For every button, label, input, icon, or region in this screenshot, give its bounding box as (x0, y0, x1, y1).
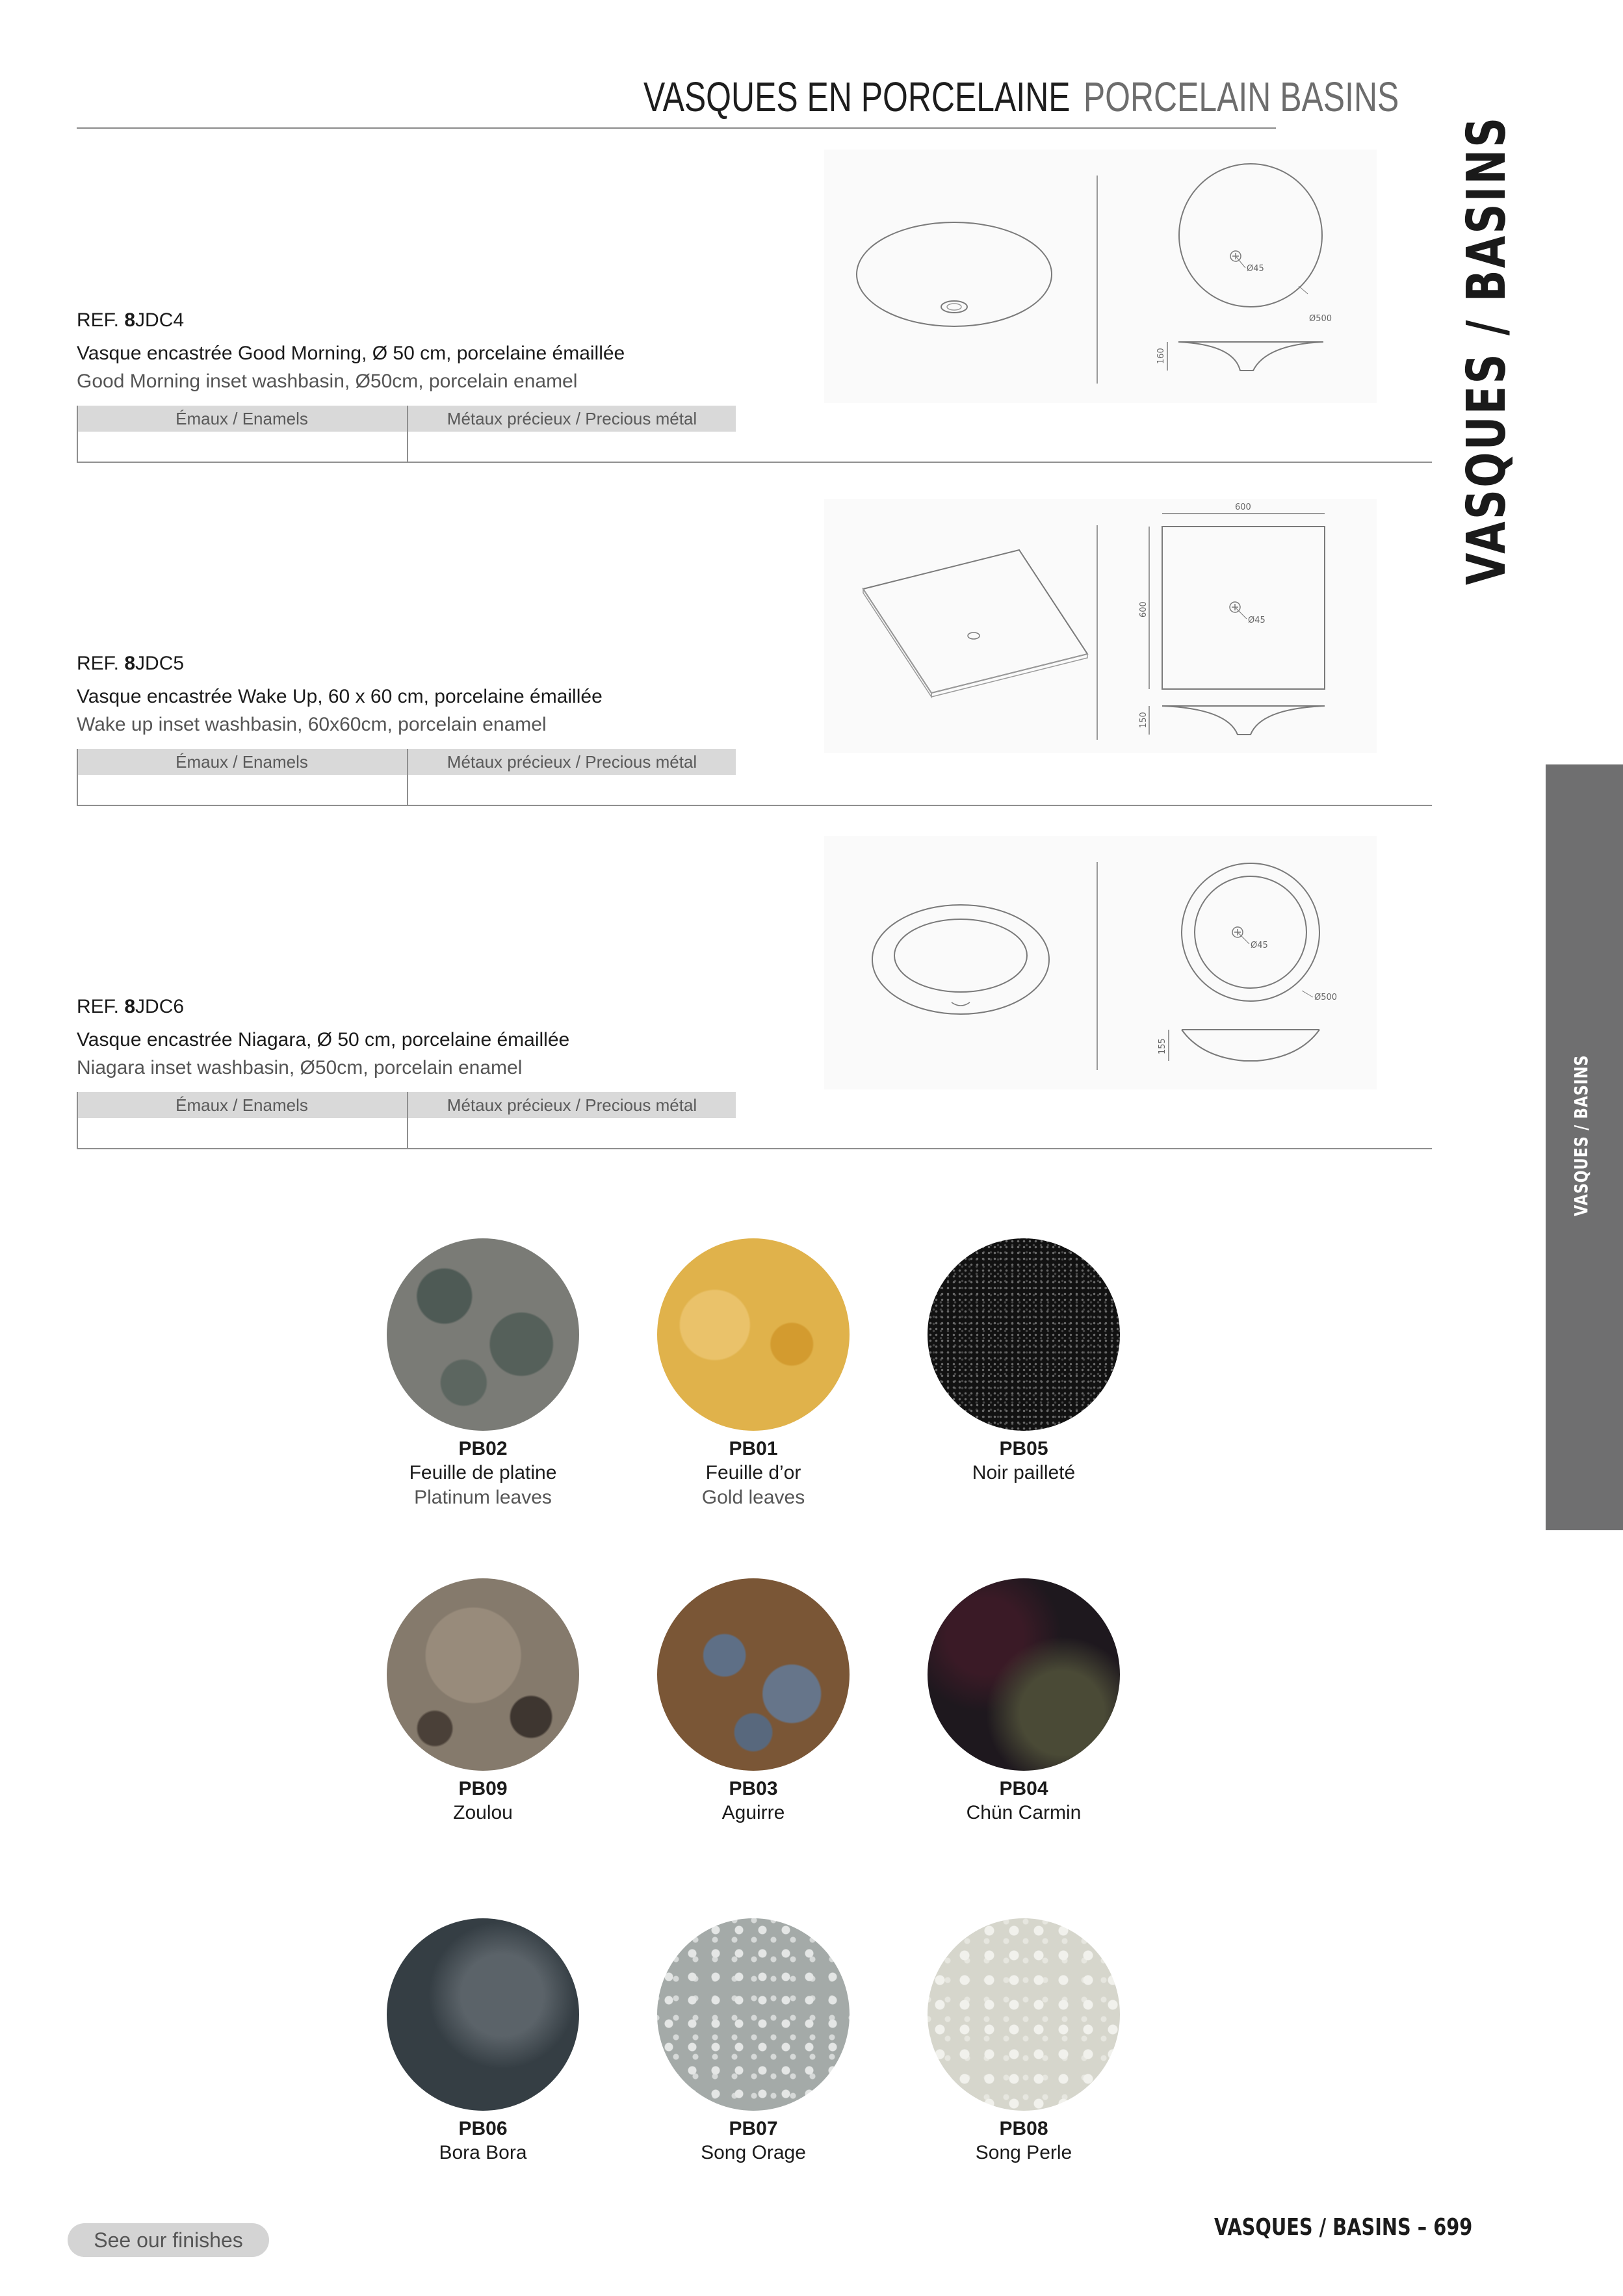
finish-table (77, 406, 1432, 463)
finish-code: PB09 (458, 1778, 508, 1799)
finish-name-en: Gold leaves (701, 1487, 805, 1508)
page-title-en: PORCELAIN BASINS (1083, 73, 1399, 120)
finish-swatch-pb03[interactable] (656, 1578, 851, 1825)
finish-disc (928, 1578, 1120, 1771)
finish-name-fr: Aguirre (721, 1802, 785, 1823)
product-ref: REF. 8JDC4 (77, 309, 185, 331)
precious-metal-column-header: Métaux précieux / Precious métal (408, 406, 736, 432)
section-tab[interactable] (1546, 764, 1623, 1530)
finish-name-fr: Song Orage (701, 2142, 806, 2163)
depth-label: 600 (1139, 601, 1149, 618)
finish-disc (928, 1918, 1120, 2111)
product-description-fr: Vasque encastrée Good Morning, Ø 50 cm, porcelaine émaillée (77, 343, 625, 364)
product-description-fr: Vasque encastrée Wake Up, 60 x 60 cm, porcelaine émaillée (77, 686, 603, 707)
finish-name-fr: Bora Bora (439, 2142, 527, 2163)
page-title-fr: VASQUES EN PORCELAINE (643, 73, 1071, 120)
product-8jdc5 (77, 493, 1432, 818)
technical-drawing (824, 836, 1377, 1089)
technical-drawing (824, 499, 1377, 753)
product-8jdc4 (77, 150, 1432, 475)
finish-disc (387, 1918, 579, 2111)
technical-drawing (824, 150, 1377, 403)
width-label: 600 (1235, 502, 1251, 512)
finish-code: PB03 (729, 1778, 778, 1799)
precious-metal-column-header: Métaux précieux / Precious métal (408, 1092, 736, 1118)
finish-table (77, 749, 1432, 806)
section-tab-label: VASQUES / BASINS (1570, 1054, 1592, 1216)
drain-diameter-label: Ø45 (1251, 941, 1268, 950)
finish-name-fr: Song Perle (975, 2142, 1072, 2163)
finish-name-fr: Noir pailleté (972, 1462, 1076, 1483)
finish-swatch-pb09[interactable] (385, 1578, 580, 1825)
precious-metal-column-header: Métaux précieux / Precious métal (408, 749, 736, 775)
finish-table (77, 1092, 1432, 1149)
section-side-title (1456, 115, 1518, 585)
finish-swatch-pb06[interactable] (385, 1918, 580, 2165)
section-side-title-text: VASQUES / BASINS (1456, 115, 1518, 585)
see-finishes-button[interactable]: See our finishes (68, 2223, 269, 2257)
finish-swatch-pb07[interactable] (656, 1918, 851, 2165)
finish-code: PB08 (999, 2118, 1048, 2139)
product-description-fr: Vasque encastrée Niagara, Ø 50 cm, porcelaine émaillée (77, 1029, 570, 1050)
product-description-en: Niagara inset washbasin, Ø50cm, porcelain enamel (77, 1057, 523, 1078)
product-description-en: Good Morning inset washbasin, Ø50cm, porcelain enamel (77, 371, 578, 392)
finish-name-fr: Zoulou (453, 1802, 513, 1823)
drain-diameter-label: Ø45 (1247, 264, 1264, 274)
finish-name-en: Platinum leaves (414, 1487, 552, 1508)
finish-swatch-pb04[interactable] (926, 1578, 1121, 1825)
finish-swatch-pb08[interactable] (926, 1918, 1121, 2165)
height-label: 160 (1156, 348, 1166, 364)
drain-diameter-label: Ø45 (1248, 616, 1266, 625)
finish-name-fr: Chün Carmin (966, 1802, 1082, 1823)
finish-name-fr: Feuille de platine (409, 1462, 557, 1483)
finish-swatch-pb05[interactable] (926, 1238, 1121, 1485)
finish-disc (657, 1918, 850, 2111)
finish-swatch-pb01[interactable] (656, 1238, 851, 1510)
finish-disc (928, 1238, 1120, 1431)
header-divider (77, 127, 1276, 129)
basin-diameter-label: Ø500 (1309, 314, 1332, 324)
enamels-column-header: Émaux / Enamels (77, 406, 407, 432)
product-8jdc6 (77, 836, 1432, 1161)
finish-code: PB04 (999, 1778, 1048, 1799)
finish-name-fr: Feuille d’or (705, 1462, 801, 1483)
finish-code: PB07 (729, 2118, 778, 2139)
finish-code: PB02 (458, 1438, 508, 1459)
finish-swatch-pb02[interactable] (385, 1238, 580, 1510)
height-label: 155 (1158, 1038, 1167, 1054)
finish-code: PB05 (999, 1438, 1048, 1459)
product-ref: REF. 8JDC6 (77, 996, 185, 1017)
page-title (643, 73, 1399, 121)
basin-diameter-label: Ø500 (1314, 993, 1338, 1002)
product-description-en: Wake up inset washbasin, 60x60cm, porcelain enamel (77, 714, 547, 735)
enamels-column-header: Émaux / Enamels (77, 749, 407, 775)
product-ref: REF. 8JDC5 (77, 653, 185, 674)
finish-disc (387, 1578, 579, 1771)
finish-disc (657, 1238, 850, 1431)
finish-disc (657, 1578, 850, 1771)
height-label: 150 (1139, 712, 1149, 728)
finish-disc (387, 1238, 579, 1431)
finish-code: PB01 (729, 1438, 778, 1459)
enamels-column-header: Émaux / Enamels (77, 1092, 407, 1118)
page-footer-label: VASQUES / BASINS – 699 (1214, 2214, 1473, 2241)
finish-code: PB06 (458, 2118, 508, 2139)
